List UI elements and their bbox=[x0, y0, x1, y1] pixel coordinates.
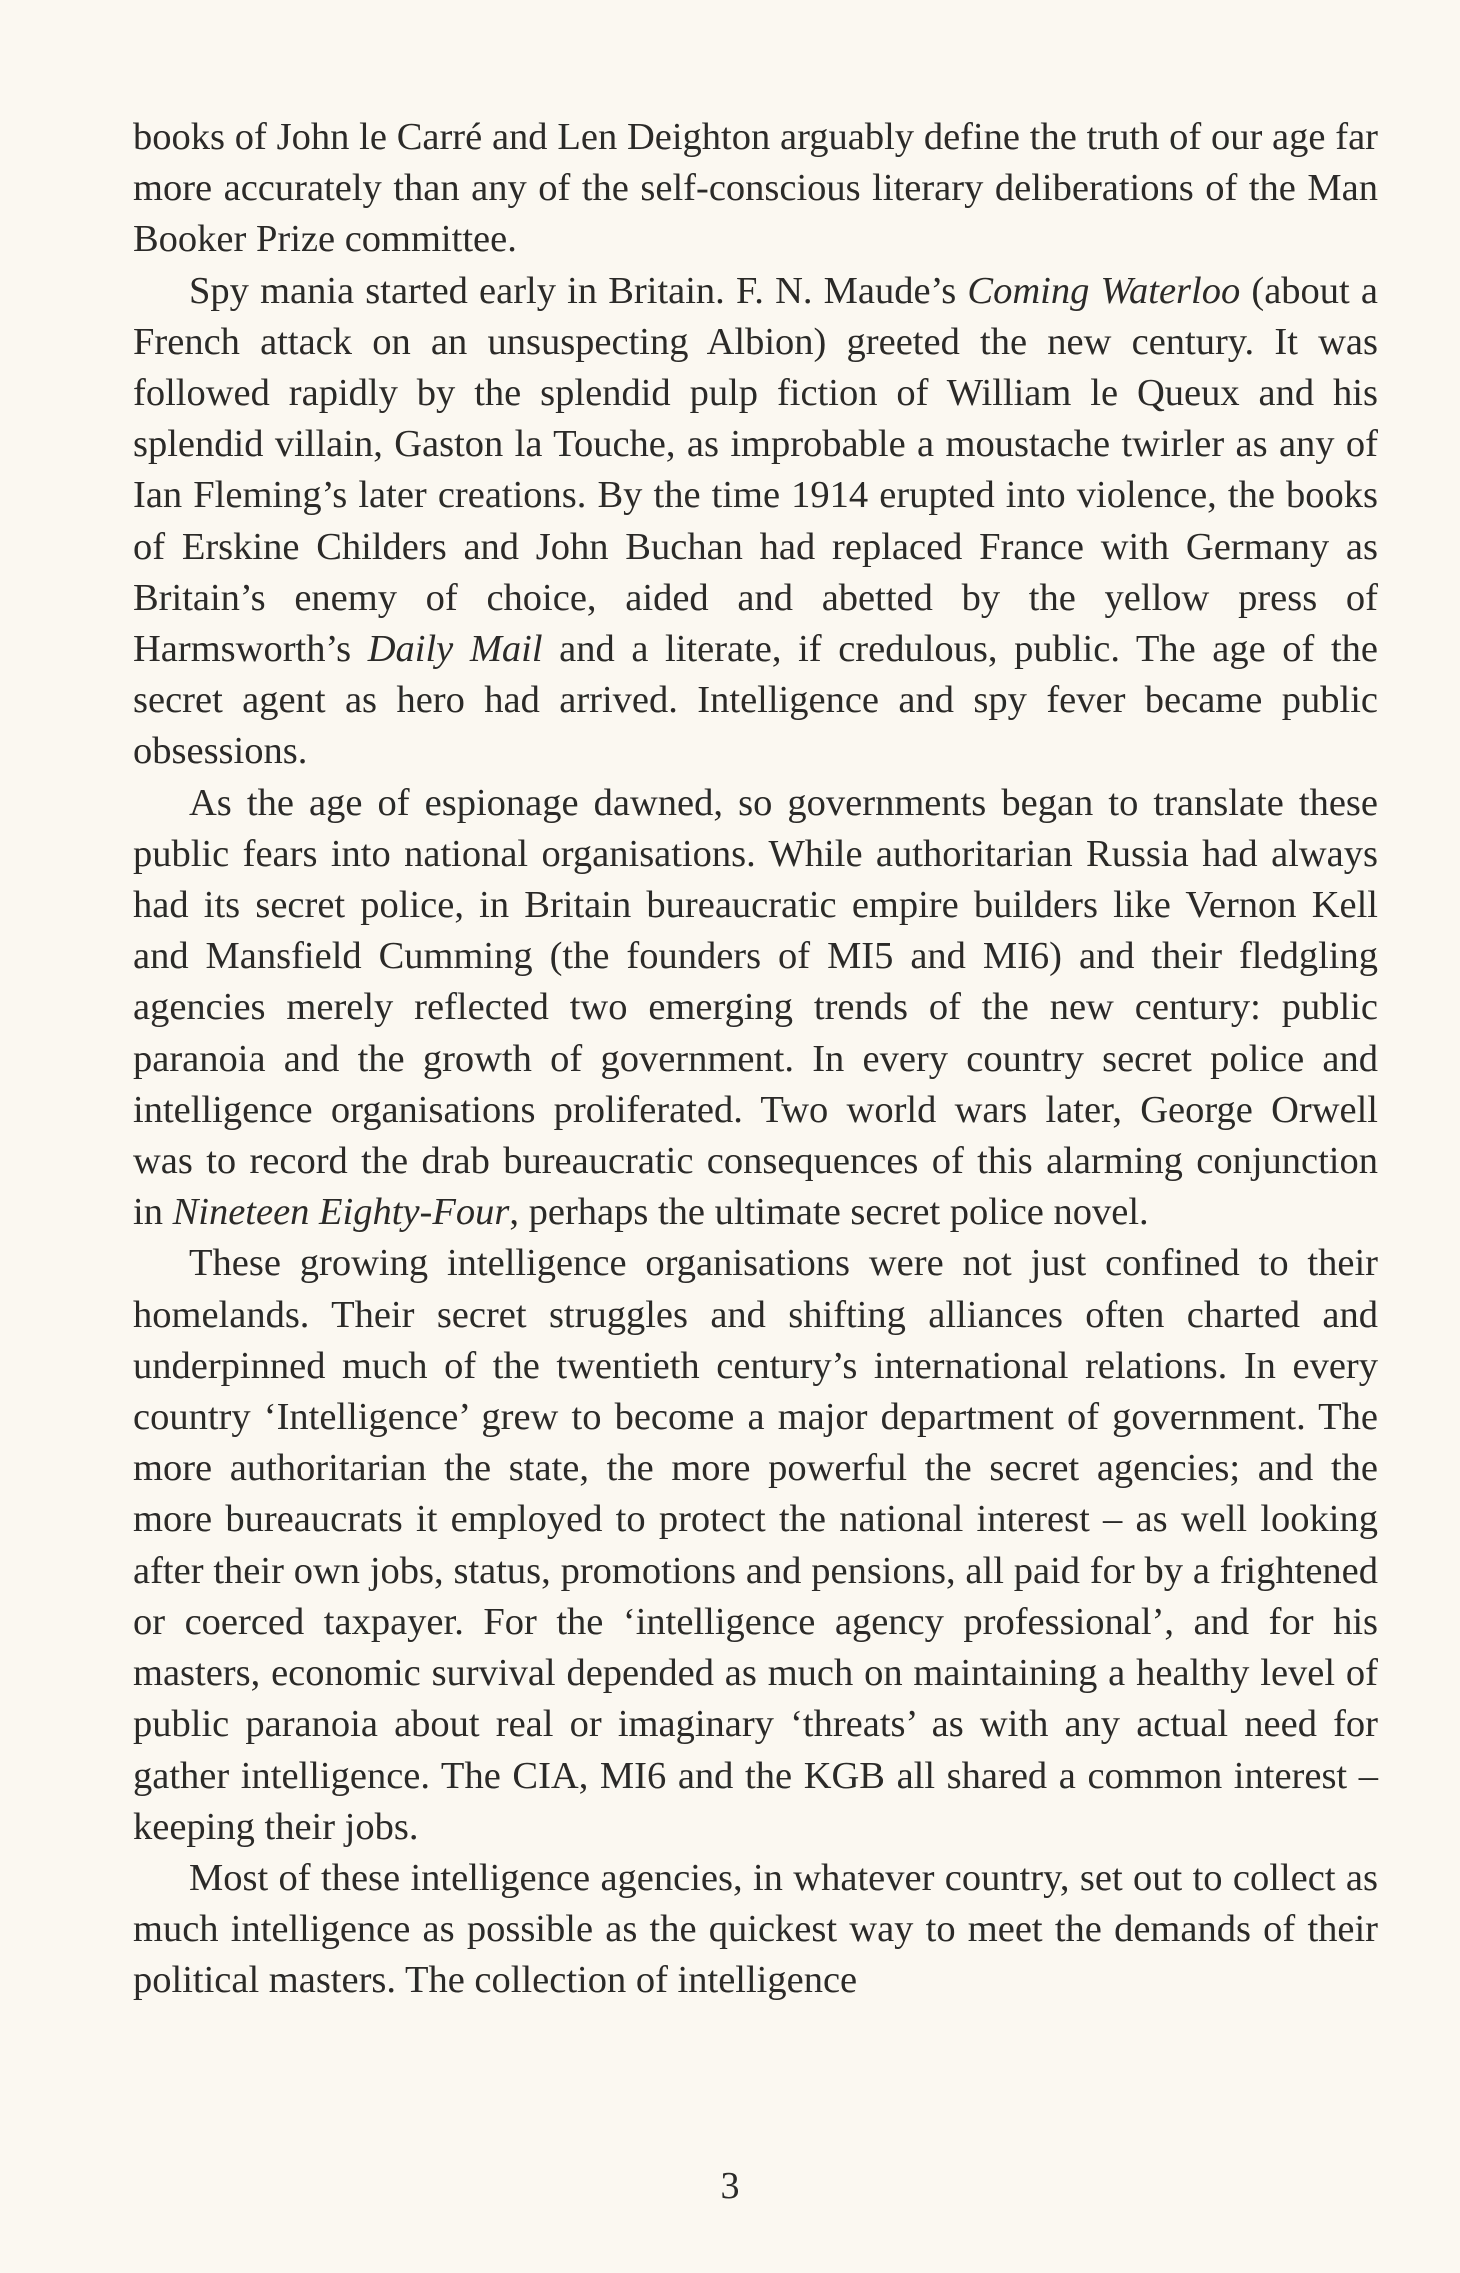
page-number: 3 bbox=[720, 2165, 740, 2207]
text-run: Spy mania started early in Britain. F. N. Maude’s bbox=[189, 269, 968, 312]
body-text bbox=[133, 112, 1378, 2007]
text-run: , perhaps the ultimate secret police novel. bbox=[509, 1191, 1149, 1234]
paragraph bbox=[133, 1853, 1378, 2007]
book-title: Coming Waterloo bbox=[967, 269, 1241, 312]
text-run: As the age of espionage dawned, so governments began to translate these public fears into national organisations. While authoritarian Russia had always had its secret police, in Britain bureaucratic empire builders like Vernon Kell and Mansfield Cumming (the founders of MI5 and MI6) and their fledgling agencies merely reflected two emerging trends of the new century: public paranoia and the growth of government. In every country secret police and intelligence organisations proliferated. Two world wars later, George Orwell was to record the drab bureaucratic consequences of this alarming conjunction in bbox=[133, 781, 1378, 1234]
paragraph bbox=[133, 112, 1378, 266]
newspaper-title: Daily Mail bbox=[367, 628, 543, 671]
text-run: These growing intelligence organisations were not just confined to their homelands. Their secret struggles and shifting alliances often charted and underpinned much of the twentieth century’s international relations. In every country ‘Intelligence’ grew to become a major department of government. The more authoritarian the state, the more powerful the secret agencies; and the more bureaucrats it employed to protect the national interest – as well looking after their own jobs, status, promotions and pensions, all paid for by a frightened or coerced taxpayer. For the ‘intelligence agency professional’, and for his masters, economic survival depended as much on maintaining a healthy level of public paranoia about real or imaginary ‘threats’ as with any actual need for gather intelligence. The CIA, MI6 and the KGB all shared a common interest – keeping their jobs. bbox=[133, 1242, 1378, 1848]
text-run: (about a French attack on an unsuspecting Albion) greeted the new century. It was followed rapidly by the splendid pulp fiction of William le Queux and his splendid villain, Gaston la Touche, as improbable a moustache twirler as any of Ian Fleming’s later creations. By the time 1914 erupted into violence, the books of Erskine Childers and John Buchan had replaced France with Germany as Britain’s enemy of choice, aided and abetted by the yellow press of Harmsworth’s bbox=[133, 269, 1378, 671]
paragraph bbox=[133, 1238, 1378, 1852]
paragraph bbox=[133, 266, 1378, 778]
text-run: books of John le Carré and Len Deighton arguably define the truth of our age far more accurately than any of the self-conscious literary deliberations of the Man Booker Prize committee. bbox=[133, 116, 1378, 261]
book-title: Nineteen Eighty-Four bbox=[172, 1191, 510, 1234]
text-run: and a literate, if credulous, public. The age of the secret agent as hero had arrived. Intelligence and spy fever became public obsessions. bbox=[133, 628, 1378, 773]
paragraph bbox=[133, 778, 1378, 1239]
text-run: Most of these intelligence agencies, in whatever country, set out to collect as much intelligence as possible as the quickest way to meet the demands of their political masters. The collection of intelligence bbox=[133, 1856, 1378, 2002]
